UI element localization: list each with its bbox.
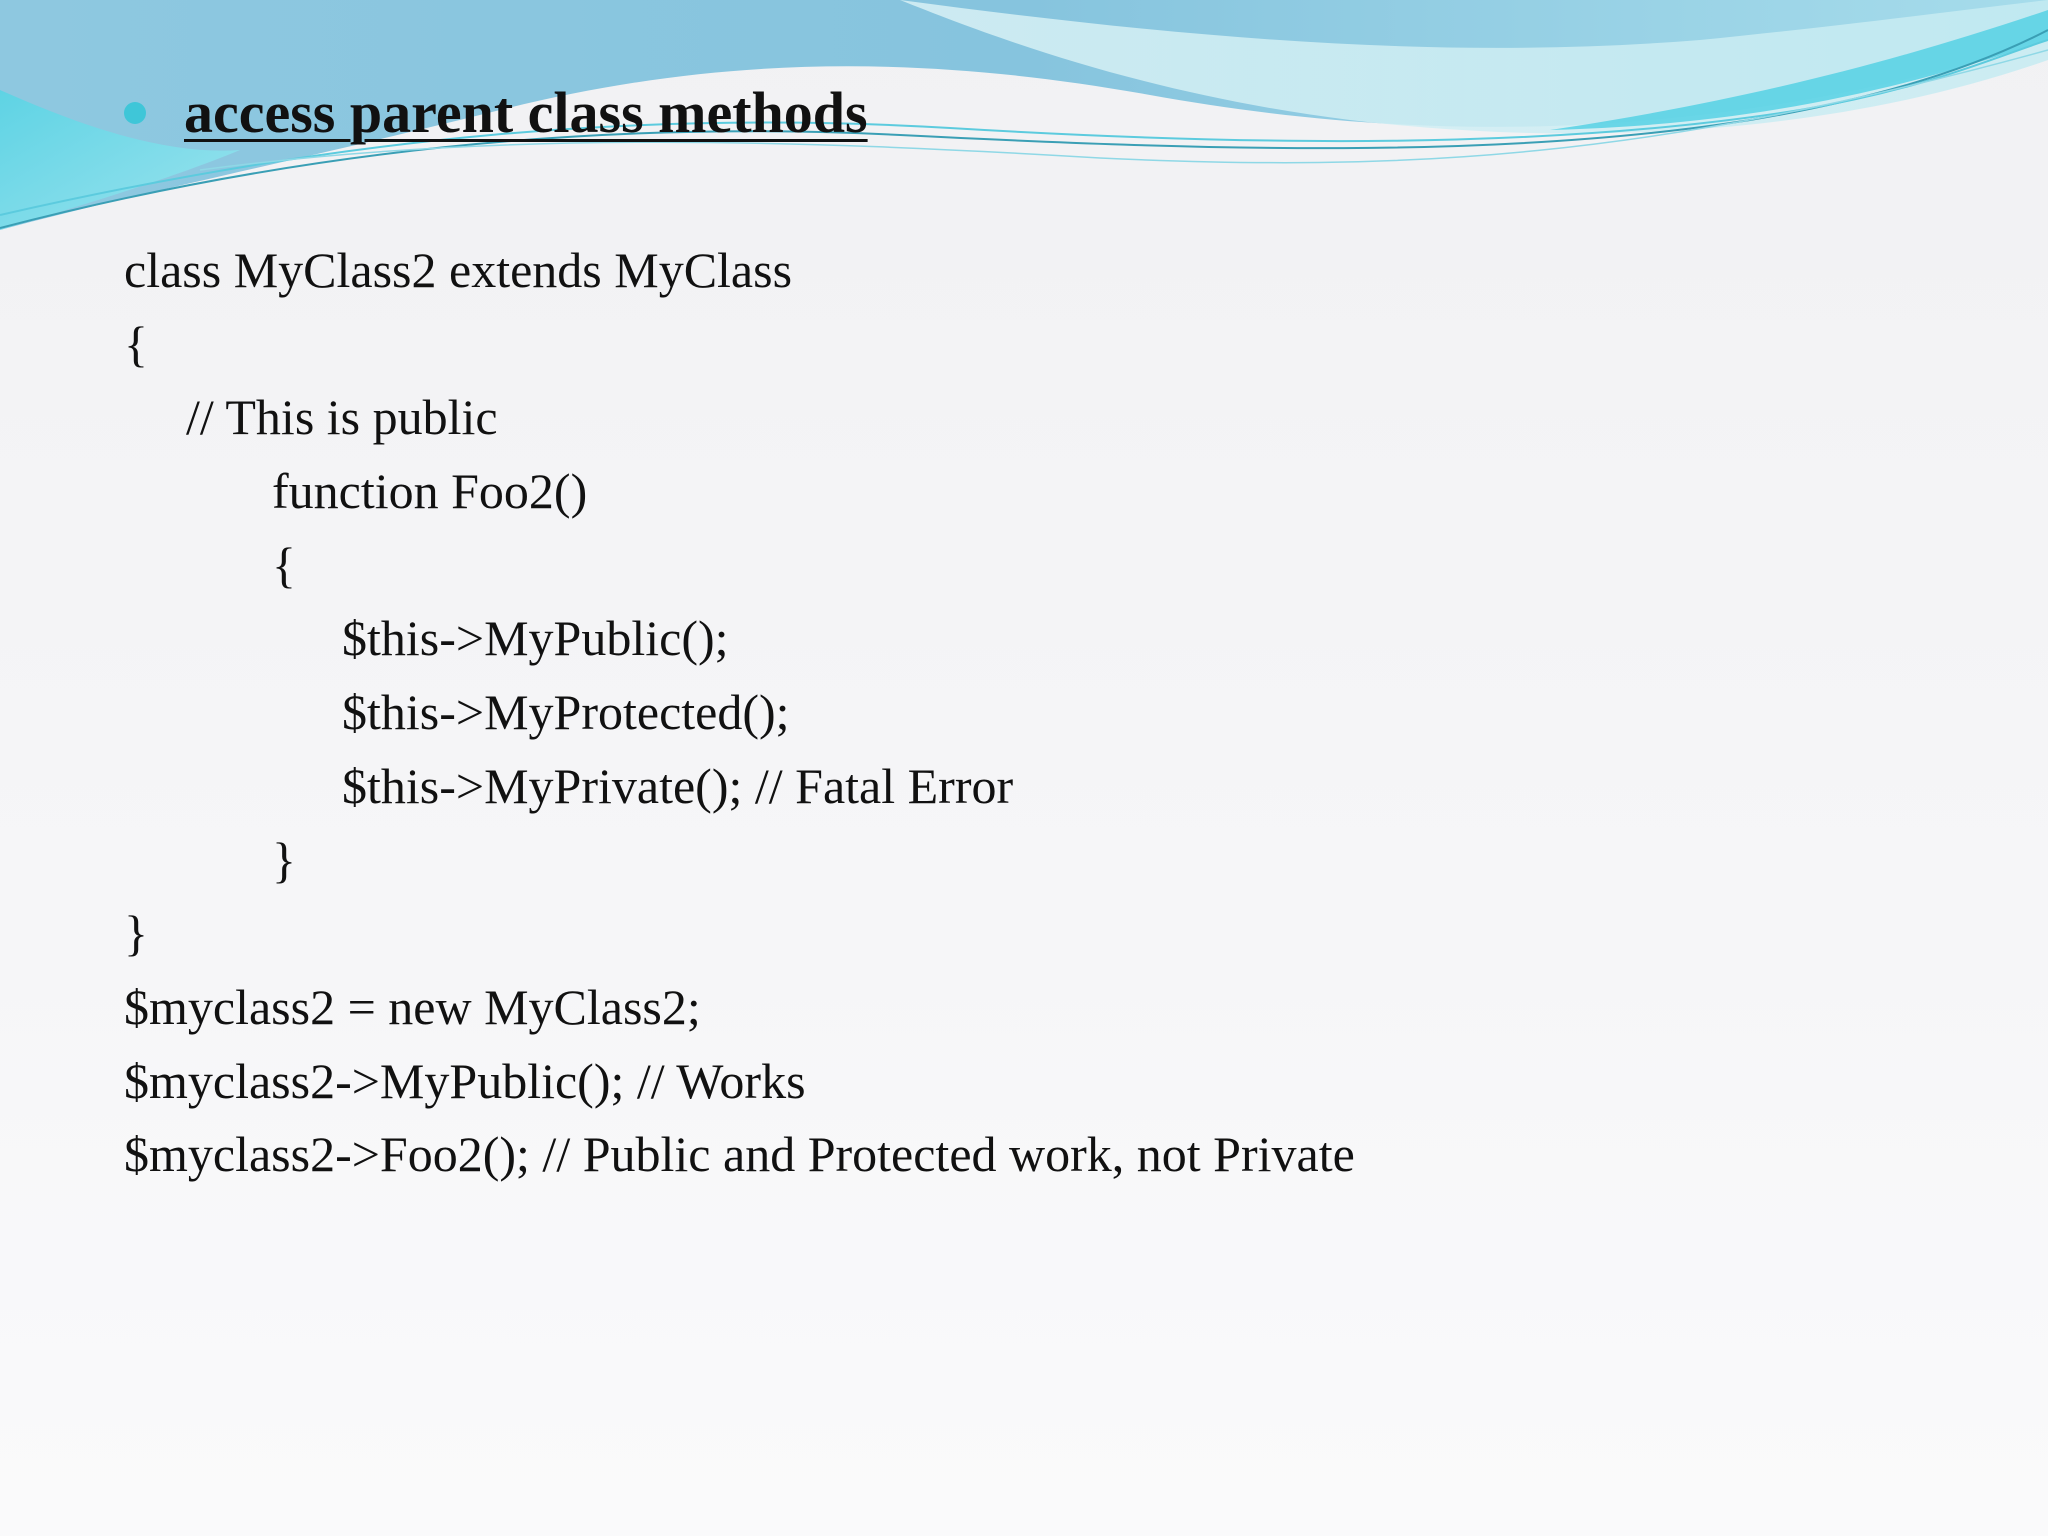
slide-heading [124, 78, 868, 148]
code-line: { [124, 315, 148, 372]
code-line: $this->MyProtected(); [342, 684, 790, 741]
code-line: $this->MyPrivate(); // Fatal Error [342, 757, 1014, 814]
heading-text: access parent class methods [184, 80, 868, 145]
code-line: { [272, 536, 296, 593]
code-line: $myclass2->Foo2(); // Public and Protected work, not Private [124, 1126, 1355, 1183]
code-line: // This is public [186, 389, 498, 446]
bullet-icon [124, 102, 146, 124]
code-line: function Foo2() [272, 463, 588, 520]
code-line: } [124, 905, 148, 962]
code-line: $myclass2 = new MyClass2; [124, 978, 701, 1035]
code-block [124, 234, 1355, 1192]
code-line: $this->MyPublic(); [342, 610, 729, 667]
code-line: } [272, 831, 296, 888]
code-line: $myclass2->MyPublic(); // Works [124, 1052, 806, 1109]
code-line: class MyClass2 extends MyClass [124, 242, 793, 298]
